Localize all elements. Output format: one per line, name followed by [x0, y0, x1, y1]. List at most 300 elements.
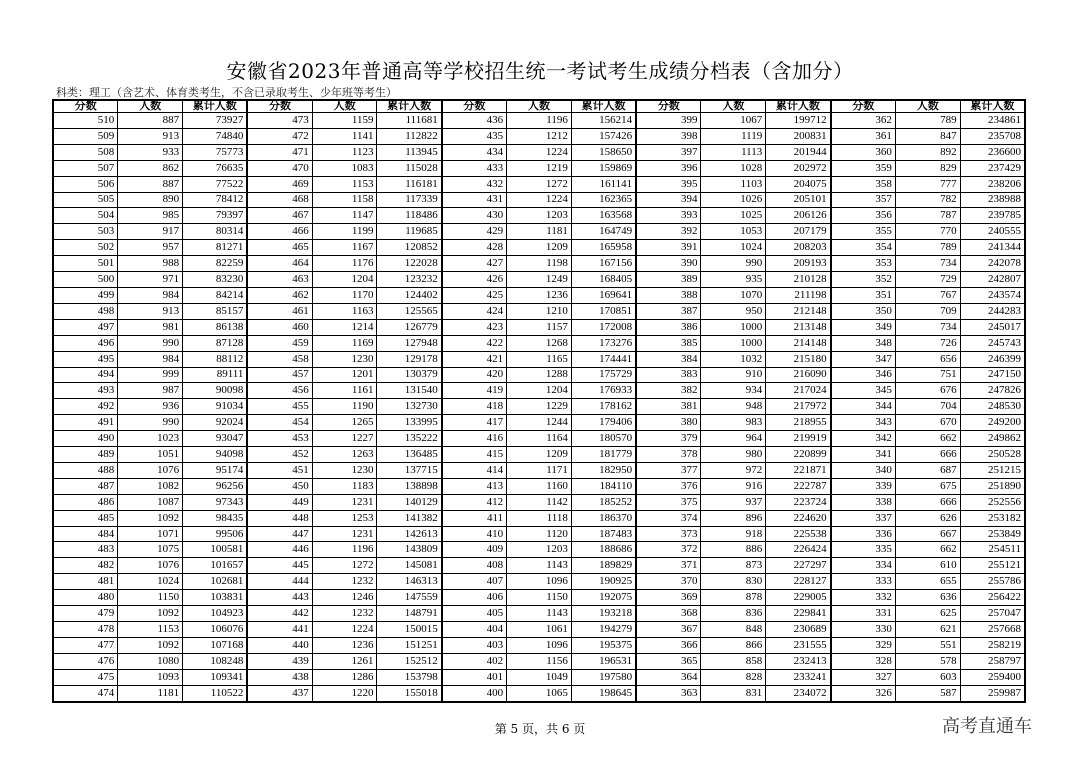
table-row	[53, 542, 1025, 558]
cumulative-cell: 115028	[377, 160, 442, 176]
cumulative-cell: 78412	[183, 192, 248, 208]
document-title: 安徽省2023年普通高等学校招生统一考试考生成绩分档表（含加分）	[226, 59, 854, 83]
count-cell: 1153	[118, 622, 183, 638]
score-cell: 345	[831, 383, 896, 399]
cumulative-cell: 190925	[571, 574, 636, 590]
score-cell: 427	[442, 256, 507, 272]
count-cell: 830	[701, 574, 766, 590]
score-cell: 339	[831, 478, 896, 494]
score-cell: 338	[831, 494, 896, 510]
count-cell: 1220	[312, 685, 377, 702]
count-cell: 1209	[507, 447, 572, 463]
score-cell: 416	[442, 431, 507, 447]
count-cell: 625	[895, 606, 960, 622]
score-cell: 510	[53, 113, 118, 129]
score-cell: 448	[247, 510, 312, 526]
cumulative-cell: 107168	[183, 637, 248, 653]
cumulative-cell: 126779	[377, 319, 442, 335]
cumulative-cell: 112822	[377, 128, 442, 144]
cumulative-cell: 109341	[183, 669, 248, 685]
cumulative-cell: 73927	[183, 113, 248, 129]
cumulative-cell: 250528	[960, 447, 1025, 463]
score-cell: 418	[442, 399, 507, 415]
table-header	[53, 100, 1025, 113]
score-cell: 412	[442, 494, 507, 510]
cumulative-cell: 202972	[766, 160, 831, 176]
score-cell: 429	[442, 224, 507, 240]
score-cell: 449	[247, 494, 312, 510]
cumulative-cell: 194279	[571, 622, 636, 638]
count-cell: 972	[701, 462, 766, 478]
count-cell: 1051	[118, 447, 183, 463]
score-cell: 340	[831, 462, 896, 478]
cumulative-cell: 169641	[571, 287, 636, 303]
cumulative-cell: 259987	[960, 685, 1025, 702]
score-cell: 401	[442, 669, 507, 685]
count-cell: 1181	[507, 224, 572, 240]
cumulative-cell: 108248	[183, 653, 248, 669]
score-cell: 342	[831, 431, 896, 447]
score-cell: 395	[636, 176, 701, 192]
score-cell: 490	[53, 431, 118, 447]
count-cell: 1000	[701, 335, 766, 351]
count-cell: 578	[895, 653, 960, 669]
score-distribution-table	[52, 99, 1026, 703]
count-cell: 1026	[701, 192, 766, 208]
count-cell: 1053	[701, 224, 766, 240]
count-cell: 1103	[701, 176, 766, 192]
count-cell: 1288	[507, 367, 572, 383]
cumulative-cell: 189829	[571, 558, 636, 574]
cumulative-cell: 93047	[183, 431, 248, 447]
table-row	[53, 431, 1025, 447]
score-cell: 503	[53, 224, 118, 240]
score-cell: 452	[247, 447, 312, 463]
score-cell: 417	[442, 415, 507, 431]
cumulative-cell: 146313	[377, 574, 442, 590]
subject-category-note: 科类：理工（含艺术、体育类考生，不含已录取考生、少年班等考生）	[56, 86, 397, 99]
count-cell: 1261	[312, 653, 377, 669]
count-cell: 1201	[312, 367, 377, 383]
score-cell: 486	[53, 494, 118, 510]
score-cell: 354	[831, 240, 896, 256]
score-cell: 431	[442, 192, 507, 208]
count-cell: 836	[701, 606, 766, 622]
count-cell: 751	[895, 367, 960, 383]
table-row	[53, 160, 1025, 176]
score-cell: 379	[636, 431, 701, 447]
count-cell: 662	[895, 542, 960, 558]
cumulative-cell: 239785	[960, 208, 1025, 224]
count-cell: 848	[701, 622, 766, 638]
cumulative-cell: 175729	[571, 367, 636, 383]
count-cell: 1096	[507, 637, 572, 653]
count-cell: 1224	[507, 144, 572, 160]
cumulative-cell: 122028	[377, 256, 442, 272]
table-row	[53, 192, 1025, 208]
score-cell: 367	[636, 622, 701, 638]
count-cell: 670	[895, 415, 960, 431]
cumulative-cell: 184110	[571, 478, 636, 494]
cumulative-cell: 141382	[377, 510, 442, 526]
score-cell: 484	[53, 526, 118, 542]
cumulative-cell: 168405	[571, 272, 636, 288]
score-cell: 368	[636, 606, 701, 622]
cumulative-cell: 238988	[960, 192, 1025, 208]
cumulative-cell: 200831	[766, 128, 831, 144]
cumulative-cell: 215180	[766, 351, 831, 367]
cumulative-cell: 257047	[960, 606, 1025, 622]
count-cell: 1209	[507, 240, 572, 256]
count-cell: 1203	[507, 208, 572, 224]
cumulative-cell: 125565	[377, 303, 442, 319]
count-cell: 1119	[701, 128, 766, 144]
cumulative-cell: 80314	[183, 224, 248, 240]
cumulative-cell: 163568	[571, 208, 636, 224]
cumulative-cell: 247826	[960, 383, 1025, 399]
score-cell: 470	[247, 160, 312, 176]
score-cell: 423	[442, 319, 507, 335]
score-cell: 509	[53, 128, 118, 144]
count-cell: 1183	[312, 478, 377, 494]
cumulative-cell: 233241	[766, 669, 831, 685]
score-cell: 359	[831, 160, 896, 176]
score-cell: 461	[247, 303, 312, 319]
count-cell: 981	[118, 319, 183, 335]
cumulative-cell: 155018	[377, 685, 442, 702]
score-cell: 433	[442, 160, 507, 176]
score-cell: 335	[831, 542, 896, 558]
count-cell: 1190	[312, 399, 377, 415]
score-cell: 336	[831, 526, 896, 542]
score-cell: 420	[442, 367, 507, 383]
table-row	[53, 574, 1025, 590]
count-cell: 1161	[312, 383, 377, 399]
score-cell: 384	[636, 351, 701, 367]
count-cell: 675	[895, 478, 960, 494]
count-cell: 1198	[507, 256, 572, 272]
cumulative-cell: 123232	[377, 272, 442, 288]
cumulative-cell: 94098	[183, 447, 248, 463]
score-cell: 488	[53, 462, 118, 478]
count-cell: 1224	[507, 192, 572, 208]
cumulative-cell: 178162	[571, 399, 636, 415]
cumulative-cell: 197580	[571, 669, 636, 685]
count-cell: 551	[895, 637, 960, 653]
count-cell: 1214	[312, 319, 377, 335]
score-cell: 441	[247, 622, 312, 638]
cumulative-cell: 104923	[183, 606, 248, 622]
count-cell: 726	[895, 335, 960, 351]
count-cell: 990	[701, 256, 766, 272]
cumulative-cell: 224620	[766, 510, 831, 526]
cumulative-cell: 248530	[960, 399, 1025, 415]
cumulative-cell: 181779	[571, 447, 636, 463]
cumulative-cell: 180570	[571, 431, 636, 447]
score-cell: 369	[636, 590, 701, 606]
cumulative-cell: 229005	[766, 590, 831, 606]
table-row	[53, 272, 1025, 288]
score-cell: 476	[53, 653, 118, 669]
cumulative-cell: 87128	[183, 335, 248, 351]
score-cell: 403	[442, 637, 507, 653]
count-cell: 1219	[507, 160, 572, 176]
cumulative-cell: 164749	[571, 224, 636, 240]
count-cell: 656	[895, 351, 960, 367]
page-number: 第 5 页，共 6 页	[494, 722, 586, 736]
cumulative-cell: 102681	[183, 574, 248, 590]
score-cell: 478	[53, 622, 118, 638]
score-cell: 386	[636, 319, 701, 335]
cumulative-cell: 99506	[183, 526, 248, 542]
count-cell: 828	[701, 669, 766, 685]
cumulative-cell: 142613	[377, 526, 442, 542]
cumulative-cell: 137715	[377, 462, 442, 478]
cumulative-cell: 88112	[183, 351, 248, 367]
count-cell: 1163	[312, 303, 377, 319]
count-cell: 1158	[312, 192, 377, 208]
count-cell: 1253	[312, 510, 377, 526]
score-cell: 397	[636, 144, 701, 160]
score-cell: 458	[247, 351, 312, 367]
score-cell: 435	[442, 128, 507, 144]
count-cell: 1272	[507, 176, 572, 192]
score-cell: 377	[636, 462, 701, 478]
score-cell: 447	[247, 526, 312, 542]
score-cell: 451	[247, 462, 312, 478]
cumulative-cell: 237429	[960, 160, 1025, 176]
score-cell: 434	[442, 144, 507, 160]
cumulative-cell: 74840	[183, 128, 248, 144]
cumulative-cell: 130379	[377, 367, 442, 383]
cumulative-cell: 243574	[960, 287, 1025, 303]
cumulative-cell: 176933	[571, 383, 636, 399]
cumulative-cell: 225538	[766, 526, 831, 542]
header-cumulative: 累计人数	[766, 100, 831, 113]
cumulative-cell: 216090	[766, 367, 831, 383]
score-cell: 508	[53, 144, 118, 160]
count-cell: 1263	[312, 447, 377, 463]
score-cell: 390	[636, 256, 701, 272]
score-cell: 349	[831, 319, 896, 335]
cumulative-cell: 198645	[571, 685, 636, 702]
cumulative-cell: 256422	[960, 590, 1025, 606]
count-cell: 1265	[312, 415, 377, 431]
count-cell: 666	[895, 494, 960, 510]
score-cell: 498	[53, 303, 118, 319]
table-row	[53, 606, 1025, 622]
count-cell: 1157	[507, 319, 572, 335]
header-count: 人数	[312, 100, 377, 113]
score-cell: 400	[442, 685, 507, 702]
score-cell: 394	[636, 192, 701, 208]
score-cell: 370	[636, 574, 701, 590]
score-cell: 425	[442, 287, 507, 303]
cumulative-cell: 79397	[183, 208, 248, 224]
score-cell: 465	[247, 240, 312, 256]
count-cell: 1123	[312, 144, 377, 160]
score-cell: 437	[247, 685, 312, 702]
cumulative-cell: 244283	[960, 303, 1025, 319]
cumulative-cell: 143809	[377, 542, 442, 558]
score-cell: 333	[831, 574, 896, 590]
count-cell: 1272	[312, 558, 377, 574]
cumulative-cell: 90098	[183, 383, 248, 399]
header-cumulative: 累计人数	[377, 100, 442, 113]
count-cell: 917	[118, 224, 183, 240]
score-cell: 351	[831, 287, 896, 303]
count-cell: 913	[118, 128, 183, 144]
score-cell: 457	[247, 367, 312, 383]
count-cell: 667	[895, 526, 960, 542]
score-cell: 391	[636, 240, 701, 256]
table-row	[53, 287, 1025, 303]
score-cell: 421	[442, 351, 507, 367]
cumulative-cell: 145081	[377, 558, 442, 574]
cumulative-cell: 245017	[960, 319, 1025, 335]
count-cell: 1143	[507, 558, 572, 574]
cumulative-cell: 223724	[766, 494, 831, 510]
table-row	[53, 526, 1025, 542]
cumulative-cell: 148791	[377, 606, 442, 622]
score-cell: 372	[636, 542, 701, 558]
cumulative-cell: 110522	[183, 685, 248, 702]
cumulative-cell: 209193	[766, 256, 831, 272]
count-cell: 1231	[312, 526, 377, 542]
table-row	[53, 669, 1025, 685]
cumulative-cell: 235708	[960, 128, 1025, 144]
score-cell: 392	[636, 224, 701, 240]
cumulative-cell: 220899	[766, 447, 831, 463]
cumulative-cell: 92024	[183, 415, 248, 431]
count-cell: 934	[701, 383, 766, 399]
score-cell: 356	[831, 208, 896, 224]
cumulative-cell: 254511	[960, 542, 1025, 558]
count-cell: 916	[701, 478, 766, 494]
cumulative-cell: 238206	[960, 176, 1025, 192]
cumulative-cell: 214148	[766, 335, 831, 351]
count-cell: 1143	[507, 606, 572, 622]
count-cell: 1224	[312, 622, 377, 638]
count-cell: 984	[118, 287, 183, 303]
count-cell: 1061	[507, 622, 572, 638]
watermark-text: 高考直通车	[942, 716, 1032, 737]
cumulative-cell: 132730	[377, 399, 442, 415]
score-cell: 483	[53, 542, 118, 558]
score-cell: 326	[831, 685, 896, 702]
score-cell: 466	[247, 224, 312, 240]
cumulative-cell: 217024	[766, 383, 831, 399]
count-cell: 1236	[312, 637, 377, 653]
count-cell: 984	[118, 351, 183, 367]
count-cell: 1071	[118, 526, 183, 542]
cumulative-cell: 221871	[766, 462, 831, 478]
count-cell: 1199	[312, 224, 377, 240]
count-cell: 666	[895, 447, 960, 463]
score-cell: 467	[247, 208, 312, 224]
header-count: 人数	[701, 100, 766, 113]
count-cell: 988	[118, 256, 183, 272]
score-cell: 329	[831, 637, 896, 653]
header-row	[53, 100, 1025, 113]
score-cell: 406	[442, 590, 507, 606]
table-row	[53, 447, 1025, 463]
header-cumulative: 累计人数	[571, 100, 636, 113]
table-row	[53, 637, 1025, 653]
score-cell: 492	[53, 399, 118, 415]
score-cell: 408	[442, 558, 507, 574]
cumulative-cell: 258797	[960, 653, 1025, 669]
cumulative-cell: 98435	[183, 510, 248, 526]
cumulative-cell: 111681	[377, 113, 442, 129]
score-cell: 472	[247, 128, 312, 144]
score-cell: 443	[247, 590, 312, 606]
score-cell: 468	[247, 192, 312, 208]
score-cell: 499	[53, 287, 118, 303]
score-cell: 366	[636, 637, 701, 653]
score-cell: 407	[442, 574, 507, 590]
cumulative-cell: 228127	[766, 574, 831, 590]
cumulative-cell: 151251	[377, 637, 442, 653]
count-cell: 1165	[507, 351, 572, 367]
cumulative-cell: 242078	[960, 256, 1025, 272]
score-cell: 378	[636, 447, 701, 463]
cumulative-cell: 77522	[183, 176, 248, 192]
cumulative-cell: 241344	[960, 240, 1025, 256]
cumulative-cell: 131540	[377, 383, 442, 399]
count-cell: 1083	[312, 160, 377, 176]
table-row	[53, 256, 1025, 272]
score-cell: 450	[247, 478, 312, 494]
score-cell: 387	[636, 303, 701, 319]
cumulative-cell: 258219	[960, 637, 1025, 653]
cumulative-cell: 179406	[571, 415, 636, 431]
cumulative-cell: 161141	[571, 176, 636, 192]
table-row	[53, 653, 1025, 669]
table-row	[53, 478, 1025, 494]
count-cell: 890	[118, 192, 183, 208]
score-cell: 424	[442, 303, 507, 319]
cumulative-cell: 153798	[377, 669, 442, 685]
count-cell: 873	[701, 558, 766, 574]
cumulative-cell: 95174	[183, 462, 248, 478]
cumulative-cell: 147559	[377, 590, 442, 606]
cumulative-cell: 113945	[377, 144, 442, 160]
table-row	[53, 367, 1025, 383]
count-cell: 1204	[507, 383, 572, 399]
cumulative-cell: 172008	[571, 319, 636, 335]
score-cell: 362	[831, 113, 896, 129]
score-cell: 445	[247, 558, 312, 574]
score-cell: 346	[831, 367, 896, 383]
count-cell: 787	[895, 208, 960, 224]
count-cell: 1159	[312, 113, 377, 129]
cumulative-cell: 207179	[766, 224, 831, 240]
cumulative-cell: 186370	[571, 510, 636, 526]
cumulative-cell: 199712	[766, 113, 831, 129]
count-cell: 964	[701, 431, 766, 447]
score-cell: 385	[636, 335, 701, 351]
table-row	[53, 335, 1025, 351]
score-cell: 436	[442, 113, 507, 129]
cumulative-cell: 210128	[766, 272, 831, 288]
table-row	[53, 383, 1025, 399]
score-cell: 331	[831, 606, 896, 622]
cumulative-cell: 226424	[766, 542, 831, 558]
count-cell: 777	[895, 176, 960, 192]
score-cell: 426	[442, 272, 507, 288]
cumulative-cell: 170851	[571, 303, 636, 319]
